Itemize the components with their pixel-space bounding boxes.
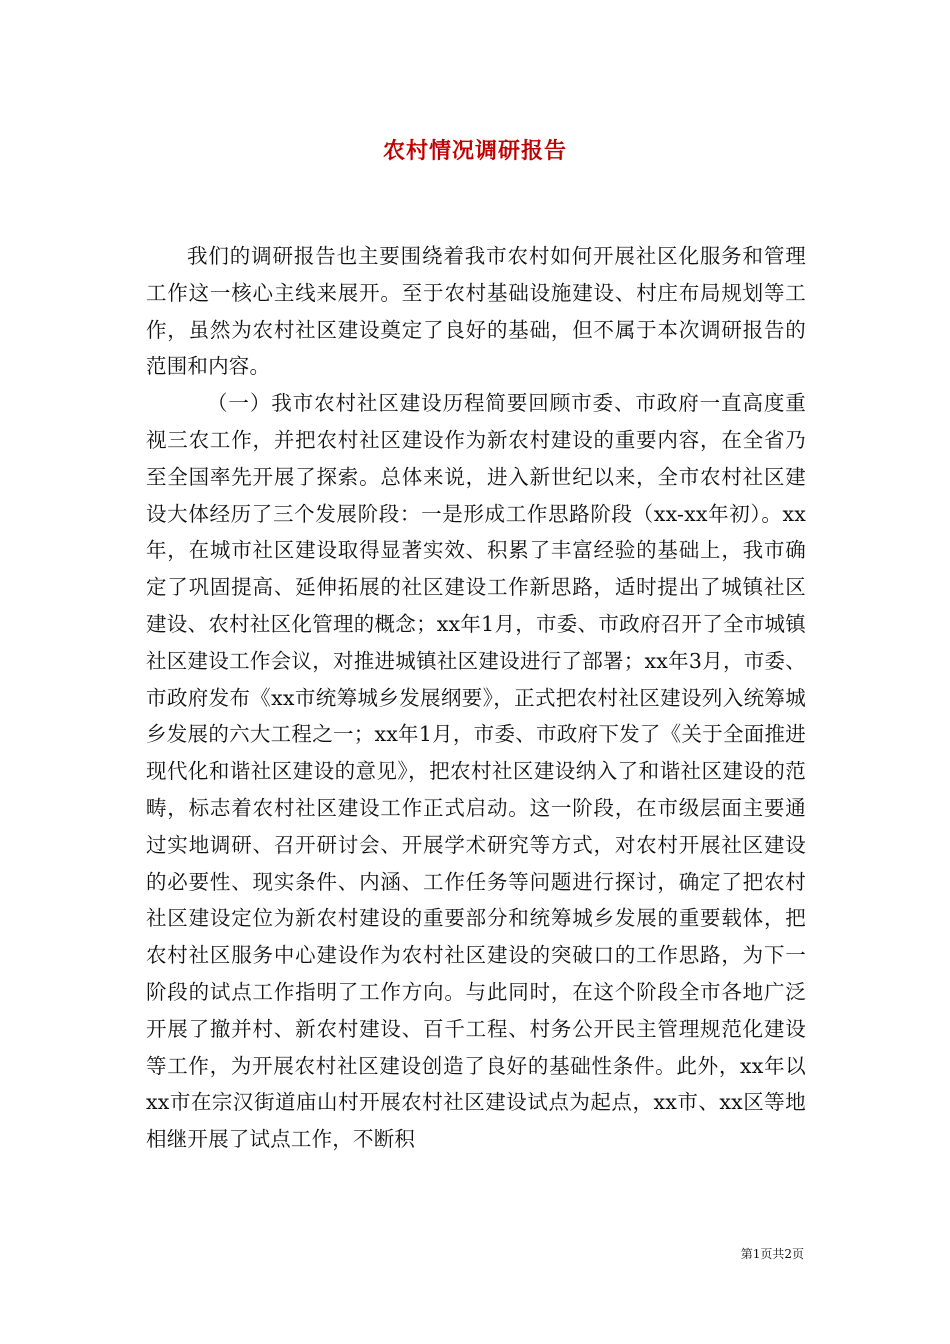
document-body (146, 238, 806, 1158)
paragraph-history: （一）我市农村社区建设历程简要回顾市委、市政府一直高度重视三农工作，并把农村社区建设作为新农村建设的重要内容，在全省乃至全国率先开展了探索。总体来说，进入新世纪以来，全市农村社区建设大体经历了三个发展阶段：一是形成工作思路阶段（xx-xx年初）。xx年，在城市社区建设取得显著实效、积累了丰富经验的基础上，我市确定了巩固提高、延伸拓展的社区建设工作新思路，适时提出了城镇社区建设、农村社区化管理的概念；xx年1月，市委、市政府召开了全市城镇社区建设工作会议，对推进城镇社区建设进行了部署；xx年3月，市委、市政府发布《xx市统筹城乡发展纲要》，正式把农村社区建设列入统筹城乡发展的六大工程之一；xx年1月，市委、市政府下发了《关于全面推进现代化和谐社区建设的意见》，把农村社区建设纳入了和谐社区建设的范畴，标志着农村社区建设工作正式启动。这一阶段，在市级层面主要通过实地调研、召开研讨会、开展学术研究等方式，对农村开展社区建设的必要性、现实条件、内涵、工作任务等问题进行探讨，确定了把农村社区建设定位为新农村建设的重要部分和统筹城乡发展的重要载体，把农村社区服务中心建设作为农村社区建设的突破口的工作思路，为下一阶段的试点工作指明了工作方向。与此同时，在这个阶段全市各地广泛开展了撤并村、新农村建设、百千工程、村务公开民主管理规范化建设等工作，为开展农村社区建设创造了良好的基础性条件。此外，xx年以xx市在宗汉街道庙山村开展农村社区建设试点为起点，xx市、xx区等地相继开展了试点工作，不断积 (146, 391, 806, 1152)
document-title: 农村情况调研报告 (382, 138, 567, 164)
page-number: 第1页共2页 (740, 1247, 804, 1261)
paragraph-intro: 我们的调研报告也主要围绕着我市农村如何开展社区化服务和管理工作这一核心主线来展开。至于农村基础设施建设、村庄布局规划等工作，虽然为农村社区建设奠定了良好的基础，但不属于本次调研报告的范围和内容。 (146, 244, 806, 379)
